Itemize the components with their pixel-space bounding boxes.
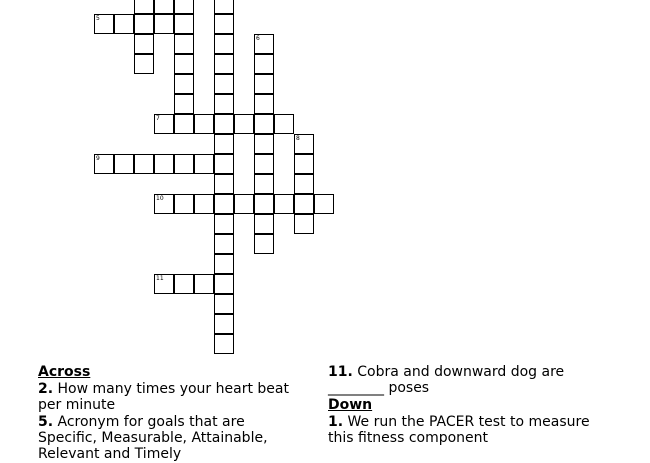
grid-cell[interactable] xyxy=(294,154,314,174)
grid-cell[interactable] xyxy=(254,194,274,214)
grid-cell[interactable] xyxy=(214,0,234,14)
grid-cell[interactable] xyxy=(294,194,314,214)
grid-cell[interactable] xyxy=(154,274,174,294)
grid-cell[interactable] xyxy=(174,14,194,34)
clue-number-label: 11. xyxy=(328,364,353,380)
grid-cell[interactable] xyxy=(274,114,294,134)
clue-number: 9 xyxy=(96,155,100,162)
grid-cell[interactable] xyxy=(154,114,174,134)
grid-cell[interactable] xyxy=(134,14,154,34)
clue-number: 7 xyxy=(156,115,160,122)
clues-column-left xyxy=(38,364,308,463)
grid-cell[interactable] xyxy=(214,334,234,354)
grid-cell[interactable] xyxy=(254,214,274,234)
grid-cell[interactable] xyxy=(254,74,274,94)
grid-cell[interactable] xyxy=(294,134,314,154)
grid-cell[interactable] xyxy=(194,154,214,174)
grid-cell[interactable] xyxy=(214,54,234,74)
clue-number: 5 xyxy=(96,15,100,22)
clue-text: How many times your heart beat per minute xyxy=(38,381,289,413)
grid-cell[interactable] xyxy=(154,0,174,14)
clue-number: 6 xyxy=(256,35,260,42)
grid-cell[interactable] xyxy=(194,274,214,294)
clue-number: 11 xyxy=(156,275,164,282)
grid-cell[interactable] xyxy=(254,94,274,114)
grid-cell[interactable] xyxy=(254,34,274,54)
across-heading: Across xyxy=(38,364,91,380)
clue-item xyxy=(38,414,308,462)
clue-text: Cobra and downward dog are ________ poses xyxy=(328,364,565,396)
grid-cell[interactable] xyxy=(174,154,194,174)
grid-cell[interactable] xyxy=(194,114,214,134)
grid-cell[interactable] xyxy=(174,34,194,54)
grid-cell[interactable] xyxy=(174,94,194,114)
grid-cell[interactable] xyxy=(174,0,194,14)
grid-cell[interactable] xyxy=(234,114,254,134)
grid-cell[interactable] xyxy=(214,314,234,334)
clue-item xyxy=(38,381,308,413)
grid-cell[interactable] xyxy=(314,194,334,214)
grid-cell[interactable] xyxy=(294,214,314,234)
grid-cell[interactable] xyxy=(134,34,154,54)
grid-cell[interactable] xyxy=(134,0,154,14)
grid-cell[interactable] xyxy=(214,234,234,254)
grid-cell[interactable] xyxy=(274,194,294,214)
grid-cell[interactable] xyxy=(214,174,234,194)
grid-cell[interactable] xyxy=(214,274,234,294)
grid-cell[interactable] xyxy=(214,14,234,34)
grid-cell[interactable] xyxy=(154,194,174,214)
clues-column-right xyxy=(328,364,598,447)
grid-cell[interactable] xyxy=(254,114,274,134)
grid-cell[interactable] xyxy=(254,154,274,174)
grid-cell[interactable] xyxy=(254,174,274,194)
grid-cell[interactable] xyxy=(94,154,114,174)
grid-cell[interactable] xyxy=(214,34,234,54)
grid-cell[interactable] xyxy=(214,254,234,274)
grid-cell[interactable] xyxy=(214,294,234,314)
clue-item xyxy=(328,364,598,396)
grid-cell[interactable] xyxy=(94,14,114,34)
grid-cell[interactable] xyxy=(214,194,234,214)
grid-cell[interactable] xyxy=(174,274,194,294)
grid-cell[interactable] xyxy=(254,54,274,74)
clue-number-label: 2. xyxy=(38,381,54,397)
grid-cell[interactable] xyxy=(174,54,194,74)
grid-cell[interactable] xyxy=(114,14,134,34)
grid-cell[interactable] xyxy=(214,214,234,234)
grid-cell[interactable] xyxy=(214,154,234,174)
grid-cell[interactable] xyxy=(254,134,274,154)
clue-number-label: 1. xyxy=(328,414,344,430)
clue-item xyxy=(328,414,598,446)
clue-number: 10 xyxy=(156,195,164,202)
grid-cell[interactable] xyxy=(194,194,214,214)
grid-cell[interactable] xyxy=(134,154,154,174)
grid-cell[interactable] xyxy=(174,194,194,214)
grid-cell[interactable] xyxy=(254,234,274,254)
grid-cell[interactable] xyxy=(214,94,234,114)
grid-cell[interactable] xyxy=(114,154,134,174)
grid-cell[interactable] xyxy=(214,134,234,154)
grid-cell[interactable] xyxy=(154,154,174,174)
grid-cell[interactable] xyxy=(134,54,154,74)
down-heading: Down xyxy=(328,397,373,413)
grid-cell[interactable] xyxy=(154,14,174,34)
clue-text: Acronym for goals that are Specific, Measurable, Attainable, Relevant and Timely xyxy=(38,414,268,462)
grid-cell[interactable] xyxy=(294,174,314,194)
grid-cell[interactable] xyxy=(174,74,194,94)
clue-text: We run the PACER test to measure this fitness component xyxy=(328,414,590,446)
grid-cell[interactable] xyxy=(214,114,234,134)
clue-number: 8 xyxy=(296,135,300,142)
clue-number-label: 5. xyxy=(38,414,54,430)
grid-cell[interactable] xyxy=(214,74,234,94)
grid-cell[interactable] xyxy=(174,114,194,134)
grid-cell[interactable] xyxy=(234,194,254,214)
